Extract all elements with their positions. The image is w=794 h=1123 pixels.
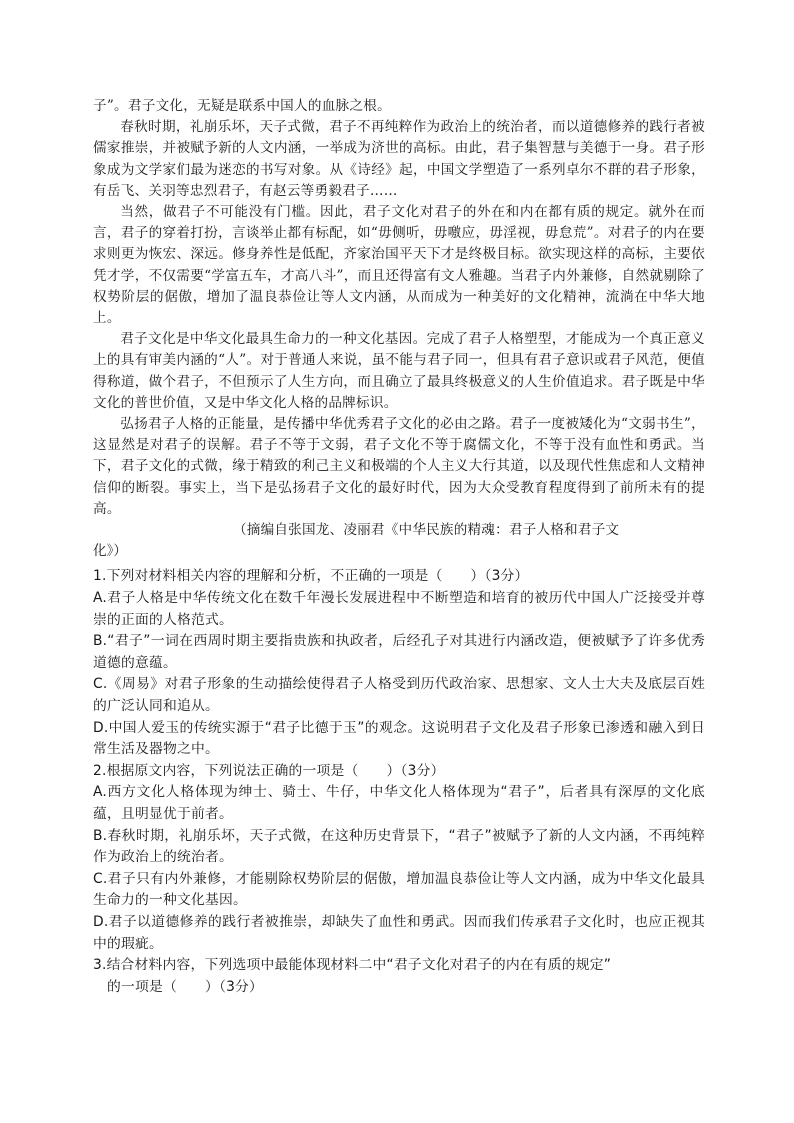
option-a: A.君子人格是中华传统文化在数千年漫长发展进程中不断塑造和培育的被历代中国人广泛接受并尊崇的正面的人格范式。 [93,590,705,628]
question-stem: 2.根据原文内容，下列说法正确的一项是（ ）（3分） [93,762,445,779]
option-a: A.西方文化人格体现为绅士、骑士、牛仔，中华文化人格体现为“君子”，后者具有深厚的文化底蕴，且明显优于前者。 [93,784,705,822]
question-1 [93,566,705,760]
option-b: B.“君子”一词在西周时期主要指贵族和执政者，后经孔子对其进行内涵改造，便被赋予了许多优秀道德的意蕴。 [93,633,705,671]
question-3 [93,955,705,998]
question-stem: 3.结合材料内容，下列选项中最能体现材料二中“君子文化对君子的内在有质的规定” [93,957,612,974]
question-stem-continued: 的一项是（ ）（3分） [107,978,264,995]
exam-page [93,96,705,998]
passage-paragraph-2: 当然，做君子不可能没有门槛。因此，君子文化对君子的外在和内在都有质的规定。就外在而言，君子的穿着打扮，言谈举止都有标配，如“毋侧听，毋噭应，毋淫视，毋怠荒”。对君子的内在要求则更为恢宏、深远。修身养性是低配，齐家治国平天下才是终极目标。欲实现这样的高标，主要依凭才学，不仅需要“学富五车，才高八斗”，而且还得富有文人雅趣。当君子内外兼修，自然就剔除了权势阶层的倨傲，增加了温良恭俭让等人文内涵，从而成为一种美好的文化精神，流淌在中华大地上。 [93,204,705,327]
passage-source: （摘编自张国龙、凌丽君《中华民族的精魂：君子人格和君子文 [233,522,620,539]
option-c: C.君子只有内外兼修，才能剔除权势阶层的倨傲，增加温良恭俭让等人文内涵，成为中华文化最具生命力的一种文化基因。 [93,870,705,909]
passage-paragraph-1: 春秋时期，礼崩乐坏，天子式微，君子不再纯粹作为政治上的统治者，而以道德修养的践行者被儒家推崇，并被赋予新的人文内涵，一举成为济世的高标。由此，君子集智慧与美德于一身。君子形象成为文学家们最为迷恋的书写对象。从《诗经》起，中国文学塑造了一系列卓尔不群的君子形象，有岳飞、关羽等忠烈君子，有赵云等勇毅君子…… [93,119,705,199]
option-b: B.春秋时期，礼崩乐坏，天子式微，在这种历史背景下，“君子”被赋予了新的人文内涵，不再纯粹作为政治上的统治者。 [93,827,705,866]
question-2 [93,761,705,955]
passage-paragraph-3: 君子文化是中华文化最具生命力的一种文化基因。完成了君子人格塑型，才能成为一个真正意义上的具有审美内涵的“人”。对于普通人来说，虽不能与君子同一，但具有君子意识或君子风范，便值得称道，做个君子，不但预示了人生方向，而且确立了最具终极意义的人生价值追求。君子既是中华文化的普世价值，又是中华文化人格的品牌标识。 [93,331,705,411]
passage-source-tail: 化》） [93,543,127,560]
option-c: C.《周易》对君子形象的生动描绘使得君子人格受到历代政治家、思想家、文人士大夫及底层百姓的广泛认同和追从。 [93,676,705,715]
passage-paragraph-0: 子”。君子文化，无疑是联系中国人的血脉之根。 [93,98,391,114]
option-d: D.中国人爱玉的传统实源于“君子比德于玉”的观念。这说明君子文化及君子形象已渗透和融入到日常生活及器物之中。 [93,719,705,758]
passage-paragraph-4: 弘扬君子人格的正能量，是传播中华优秀君子文化的必由之路。君子一度被矮化为“文弱书生”，这显然是对君子的误解。君子不等于文弱，君子文化不等于腐儒文化，不等于没有血性和勇武。当下，君子文化的式微，缘于精致的利己主义和极端的个人主义大行其道，以及现代性焦虑和人文精神信仰的断裂。事实上，当下是弘扬君子文化的最好时代，因为大众受教育程度得到了前所未有的提高。 [93,416,705,517]
option-d: D.君子以道德修养的践行者被推崇，却缺失了血性和勇武。因而我们传承君子文化时，也应正视其中的瑕疵。 [93,913,705,952]
question-stem: 1.下列对材料相关内容的理解和分析，不正确的一项是（ ）（3分） [93,568,529,585]
